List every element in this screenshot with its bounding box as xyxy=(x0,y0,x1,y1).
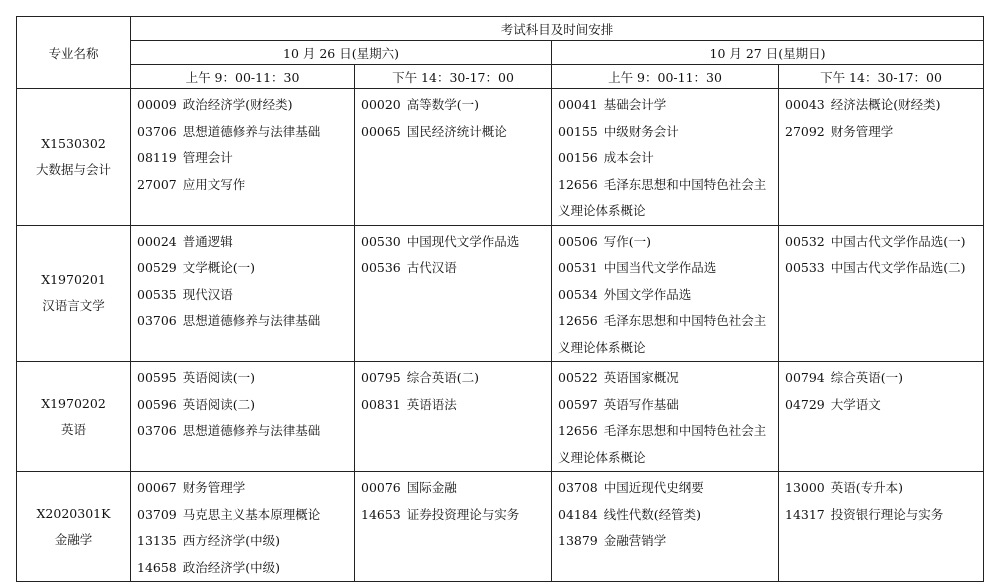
day2-am-header: 上午 9：00-11：30 xyxy=(552,65,779,89)
subject-name: 英语阅读(一) xyxy=(182,370,256,385)
subject-code: 04184 xyxy=(558,506,598,522)
exam-title-header: 考试科目及时间安排 xyxy=(131,17,984,41)
subject-item xyxy=(558,365,778,392)
subject-item xyxy=(558,282,778,309)
subject-item xyxy=(558,528,778,555)
subject-item xyxy=(558,475,778,502)
major-code: X1530302 xyxy=(41,135,106,151)
subjects-cell-d2pm xyxy=(779,472,984,582)
day2-header: 10 月 27 日(星期日) xyxy=(552,41,984,65)
major-cell xyxy=(17,89,131,226)
subject-code: 00531 xyxy=(558,260,598,275)
subject-name: 毛泽东思想和中国特色社会主 xyxy=(603,176,767,192)
subject-item xyxy=(558,335,778,362)
subject-item xyxy=(137,528,354,555)
subject-item xyxy=(558,308,778,335)
subject-item xyxy=(785,229,983,256)
subject-name: 文学概论(一) xyxy=(182,260,256,275)
subject-code: 27092 xyxy=(785,123,825,139)
subject-name: 中国近现代史纲要 xyxy=(603,480,704,495)
subject-code: 00831 xyxy=(361,396,401,412)
subjects-cell-d1pm xyxy=(355,89,552,226)
subject-name: 证券投资理论与实务 xyxy=(406,506,520,522)
subject-item xyxy=(558,229,778,256)
major-row xyxy=(17,225,984,362)
subject-name: 普通逻辑 xyxy=(182,233,233,249)
subject-code: 03706 xyxy=(137,123,177,139)
subject-code: 03706 xyxy=(137,423,177,438)
subject-code: 12656 xyxy=(558,423,598,438)
major-code: X1970201 xyxy=(41,272,106,288)
subject-item xyxy=(361,365,551,392)
subject-item xyxy=(137,392,354,419)
subject-name: 国民经济统计概论 xyxy=(406,123,507,139)
subject-name: 投资银行理论与实务 xyxy=(830,506,944,522)
subject-name: 古代汉语 xyxy=(406,260,457,275)
subject-name: 义理论体系概论 xyxy=(558,203,646,218)
subject-code: 00530 xyxy=(361,233,401,249)
subject-name: 马克思主义基本原理概论 xyxy=(182,506,321,522)
subject-item xyxy=(137,119,354,146)
subject-item xyxy=(558,92,778,119)
subject-item xyxy=(361,475,551,502)
subject-code: 13000 xyxy=(785,480,825,495)
subjects-cell-d2am xyxy=(552,362,779,472)
subjects-cell-d2pm xyxy=(779,225,984,362)
subject-name: 财务管理学 xyxy=(182,480,246,495)
subject-item xyxy=(558,145,778,172)
subject-item xyxy=(137,308,354,335)
subject-item xyxy=(558,198,778,225)
subject-name: 政治经济学(财经类) xyxy=(182,97,293,112)
subject-code: 03709 xyxy=(137,506,177,522)
subject-name: 义理论体系概论 xyxy=(558,339,646,355)
subject-name: 中国古代文学作品选(二) xyxy=(830,260,966,275)
subject-item xyxy=(137,365,354,392)
subject-code: 14653 xyxy=(361,506,401,522)
subject-name: 高等数学(一) xyxy=(406,97,480,112)
subject-code: 00076 xyxy=(361,480,401,495)
major-cell xyxy=(17,362,131,472)
subject-name: 应用文写作 xyxy=(182,176,246,192)
subject-item xyxy=(558,445,778,472)
subject-name: 国际金融 xyxy=(406,480,457,495)
day1-am-header: 上午 9：00-11：30 xyxy=(131,65,355,89)
subject-item xyxy=(137,475,354,502)
subject-name: 中国古代文学作品选(一) xyxy=(830,233,966,249)
subject-name: 现代汉语 xyxy=(182,286,233,302)
subjects-cell-d2pm xyxy=(779,362,984,472)
subject-item xyxy=(558,502,778,529)
major-cell xyxy=(17,472,131,582)
subjects-cell-d2am xyxy=(552,225,779,362)
subject-item xyxy=(137,282,354,309)
subject-item xyxy=(361,502,551,529)
subject-code: 12656 xyxy=(558,313,598,328)
subjects-cell-d1am xyxy=(131,472,355,582)
subject-item xyxy=(558,255,778,282)
subjects-cell-d1pm xyxy=(355,472,552,582)
subject-name: 财务管理学 xyxy=(830,123,894,139)
subject-code: 00041 xyxy=(558,97,598,112)
subject-code: 00534 xyxy=(558,286,598,302)
exam-schedule-page xyxy=(16,16,984,582)
subject-name: 义理论体系概论 xyxy=(558,449,646,465)
subject-code: 00155 xyxy=(558,123,598,139)
subject-name: 中国当代文学作品选 xyxy=(603,260,717,275)
major-column-header: 专业名称 xyxy=(17,17,131,89)
subject-name: 综合英语(二) xyxy=(406,370,480,385)
subject-code: 27007 xyxy=(137,176,177,192)
subject-code: 00794 xyxy=(785,370,825,385)
subject-item xyxy=(558,172,778,199)
exam-schedule-table xyxy=(16,16,984,582)
subject-item xyxy=(785,392,983,419)
subject-code: 00522 xyxy=(558,370,598,385)
subject-code: 00535 xyxy=(137,286,177,302)
subject-code: 00065 xyxy=(361,123,401,139)
major-row xyxy=(17,472,984,582)
subject-item xyxy=(137,555,354,582)
day1-header: 10 月 26 日(星期六) xyxy=(131,41,552,65)
major-name: 汉语言文学 xyxy=(42,298,105,314)
subject-code: 13135 xyxy=(137,533,177,548)
subjects-cell-d2pm xyxy=(779,89,984,226)
subject-name: 基础会计学 xyxy=(603,97,667,112)
subject-name: 经济法概论(财经类) xyxy=(830,97,941,112)
subject-name: 英语语法 xyxy=(406,396,457,412)
subject-code: 00536 xyxy=(361,260,401,275)
subject-name: 英语国家概况 xyxy=(603,370,679,385)
subject-name: 外国文学作品选 xyxy=(603,286,692,302)
subjects-cell-d1am xyxy=(131,362,355,472)
subject-code: 04729 xyxy=(785,396,825,412)
major-code: X1970202 xyxy=(41,395,106,411)
subject-item xyxy=(785,119,983,146)
subject-code: 00597 xyxy=(558,396,598,412)
subject-code: 00533 xyxy=(785,260,825,275)
subject-item xyxy=(361,392,551,419)
subject-item xyxy=(137,145,354,172)
schedule-body xyxy=(17,89,984,582)
subject-name: 金融营销学 xyxy=(603,533,667,548)
subject-code: 08119 xyxy=(137,150,177,165)
subjects-cell-d2am xyxy=(552,89,779,226)
subject-name: 英语(专升本) xyxy=(830,480,904,495)
subject-name: 英语阅读(二) xyxy=(182,396,256,412)
subject-item xyxy=(785,502,983,529)
subject-name: 毛泽东思想和中国特色社会主 xyxy=(603,423,767,438)
subjects-cell-d1pm xyxy=(355,225,552,362)
subject-code: 00043 xyxy=(785,97,825,112)
subject-code: 12656 xyxy=(558,176,598,192)
subject-item xyxy=(361,119,551,146)
subject-item xyxy=(558,119,778,146)
subject-item xyxy=(137,255,354,282)
subject-item xyxy=(361,229,551,256)
subject-code: 14317 xyxy=(785,506,825,522)
subject-name: 综合英语(一) xyxy=(830,370,904,385)
subject-name: 思想道德修养与法律基础 xyxy=(182,123,321,139)
subject-code: 00795 xyxy=(361,370,401,385)
subject-code: 03708 xyxy=(558,480,598,495)
subject-item xyxy=(558,418,778,445)
subject-name: 管理会计 xyxy=(182,150,233,165)
subject-item xyxy=(361,92,551,119)
subject-item xyxy=(785,255,983,282)
major-code: X2020301K xyxy=(36,505,111,521)
subjects-cell-d2am xyxy=(552,472,779,582)
subject-name: 线性代数(经管类) xyxy=(603,506,702,522)
subject-name: 思想道德修养与法律基础 xyxy=(182,313,321,328)
subject-code: 00156 xyxy=(558,150,598,165)
subject-code: 00067 xyxy=(137,480,177,495)
major-name: 金融学 xyxy=(54,531,93,547)
subject-item xyxy=(137,418,354,445)
subject-name: 中级财务会计 xyxy=(603,123,679,139)
subject-code: 00009 xyxy=(137,97,177,112)
subject-name: 英语写作基础 xyxy=(603,396,679,412)
subject-name: 西方经济学(中级) xyxy=(182,533,281,548)
day2-pm-header: 下午 14：30-17：00 xyxy=(779,65,984,89)
subjects-cell-d1pm xyxy=(355,362,552,472)
subject-item xyxy=(137,172,354,199)
subject-name: 大学语文 xyxy=(830,396,881,412)
subject-code: 13879 xyxy=(558,533,598,548)
subject-name: 成本会计 xyxy=(603,150,654,165)
major-row xyxy=(17,89,984,226)
subject-item xyxy=(785,365,983,392)
major-name: 英语 xyxy=(60,421,86,437)
subject-name: 写作(一) xyxy=(603,233,652,249)
subject-item xyxy=(137,229,354,256)
subjects-cell-d1am xyxy=(131,89,355,226)
subject-name: 思想道德修养与法律基础 xyxy=(182,423,321,438)
subjects-cell-d1am xyxy=(131,225,355,362)
subject-item xyxy=(361,255,551,282)
subject-code: 00595 xyxy=(137,370,177,385)
subject-item xyxy=(137,502,354,529)
subject-code: 00020 xyxy=(361,97,401,112)
subject-code: 00529 xyxy=(137,260,177,275)
major-row xyxy=(17,362,984,472)
subject-code: 00506 xyxy=(558,233,598,249)
subject-code: 03706 xyxy=(137,313,177,328)
major-cell xyxy=(17,225,131,362)
subject-name: 政治经济学(中级) xyxy=(182,559,281,575)
day1-pm-header: 下午 14：30-17：00 xyxy=(355,65,552,89)
subject-code: 00024 xyxy=(137,233,177,249)
major-name: 大数据与会计 xyxy=(35,161,111,177)
subject-item xyxy=(785,475,983,502)
subject-name: 毛泽东思想和中国特色社会主 xyxy=(603,313,767,328)
subject-code: 00532 xyxy=(785,233,825,249)
subject-item xyxy=(785,92,983,119)
subject-code: 14658 xyxy=(137,559,177,575)
subject-name: 中国现代文学作品选 xyxy=(406,233,520,249)
subject-code: 00596 xyxy=(137,396,177,412)
subject-item xyxy=(558,392,778,419)
subject-item xyxy=(137,92,354,119)
